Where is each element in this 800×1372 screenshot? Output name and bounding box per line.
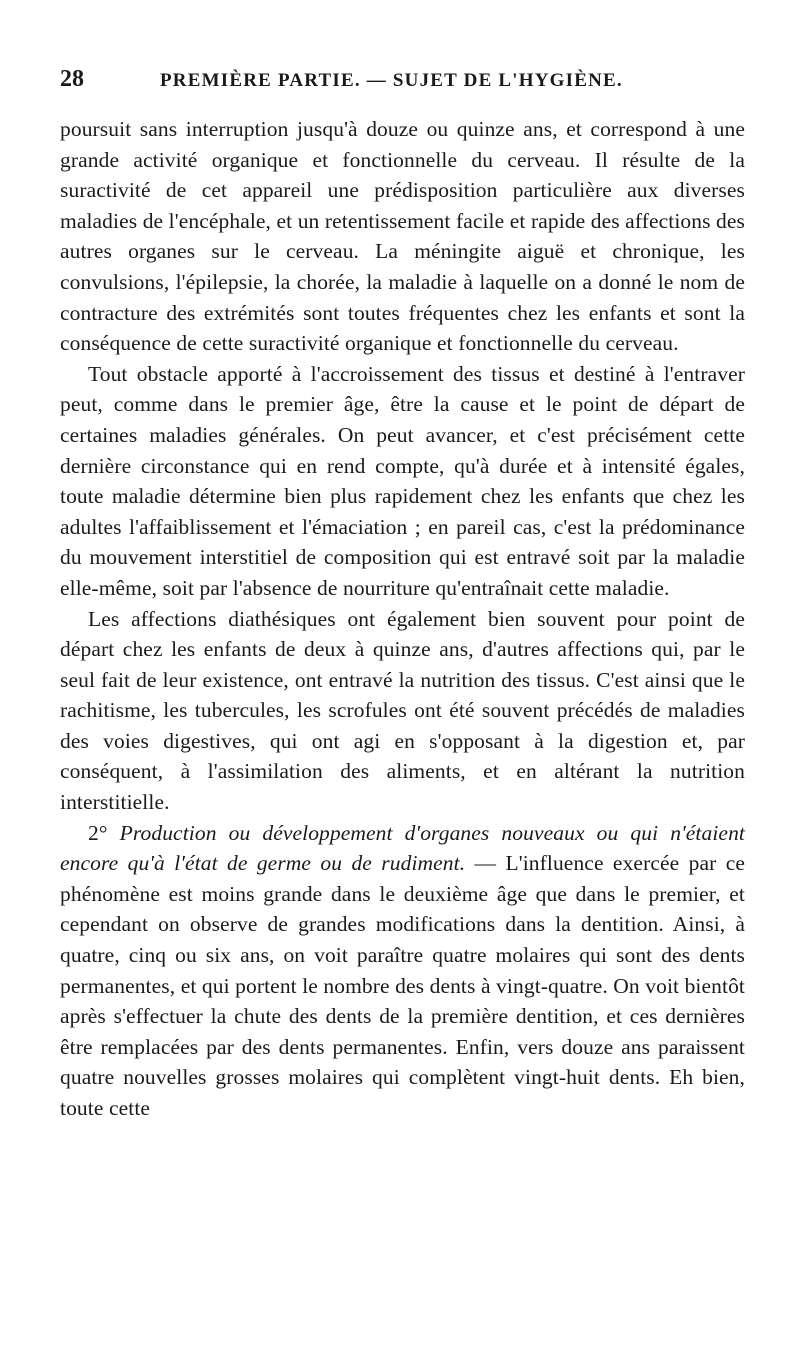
running-head: PREMIÈRE PARTIE. — SUJET DE L'HYGIÈNE. [160,70,623,91]
document-page [60,66,745,1124]
paragraph-diathesis: Les affections diathésiques ont également bien souvent pour point de départ chez les enfants de deux à quinze ans, d'autres affections qui, par le seul fait de leur existence, ont entravé la nutrition des tissus. C'est ainsi que le rachitisme, les tubercules, les scrofules ont été souvent précédés de maladies des voies digestives, qui ont agi en s'opposant à la digestion et, par conséquent, à l'assimilation des aliments, et en altérant la nutrition interstitielle. [60,606,745,815]
section-number: 2° [88,820,120,845]
paragraph-new-organs [60,818,745,1124]
section-body: — L'influence exercée par ce phénomène est moins grande dans le deuxième âge que dans le premier, et cependant on observe de grandes modifications dans la dentition. Ainsi, à quatre, cinq ou six ans, on voit paraître quatre molaires qui sont des dents permanentes, et qui portent le nombre des dents à vingt-quatre. On voit bientôt après s'effectuer la chute des dents de la première dentition, et ces dernières être remplacées par des dents permanentes. Enfin, vers douze ans paraissent quatre nouvelles grosses molaires qui complètent vingt-huit dents. Eh bien, toute cette [60,851,745,1120]
paragraph-continued: poursuit sans interruption jusqu'à douze ou quinze ans, et correspond à une grande activité organique et fonctionnelle du cerveau. Il résulte de la suractivité de cet appareil une prédisposition particulière aux diverses maladies de l'encéphale, et un retentissement facile et rapide des affections des autres organes sur le cerveau. La méningite aiguë et chronique, les convulsions, l'épilepsie, la chorée, la maladie à laquelle on a donné le nom de contracture des extrémités sont toutes fréquentes chez les enfants et sont la conséquence de cette suractivité organique et fonctionnelle du cerveau. [60,117,745,356]
page-header [60,66,745,106]
section-heading: Production ou développement d'organes nouveaux ou qui n'étaient encore qu'à l'état de germe ou de rudiment. [60,820,745,876]
paragraph-obstacle: Tout obstacle apporté à l'accroissement des tissus et destiné à l'entraver peut, comme dans le premier âge, être la cause et le point de départ de certaines maladies générales. On peut avancer, et c'est précisément cette dernière circonstance qui en rend compte, qu'à durée et à intensité égales, toute maladie détermine bien plus rapidement chez les enfants que chez les adultes l'affaiblissement et l'émaciation ; en pareil cas, c'est la prédominance du mouvement interstitiel de composition qui est entravé soit par la maladie elle-même, soit par l'absence de nourriture qu'entraînait cette maladie. [60,361,745,600]
page-number: 28 [60,66,84,92]
